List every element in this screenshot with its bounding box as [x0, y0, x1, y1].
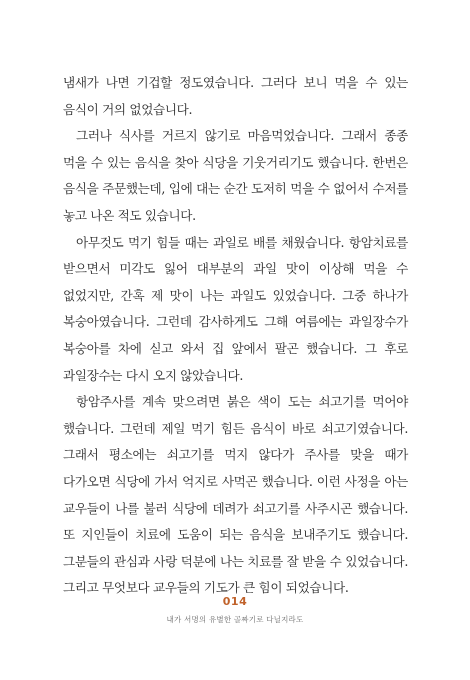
paragraph-1: 냄새가 나면 기겁할 정도였습니다. 그러다 보니 먹을 수 있는 음식이 거의 없었습니다. [63, 75, 408, 117]
book-title: 내가 서명의 유별한 골짜기로 다닐지라도 [166, 615, 304, 624]
paragraph-4: 항암주사를 계속 맞으려면 붉은 색이 도는 쇠고기를 먹어야 했습니다. 그런데 제일 먹기 힘든 음식이 바로 쇠고기였습니다. 그래서 평소에는 쇠고기를 먹지 않다가 주사를 맞을 때가 다가오면 식당에 가서 억지로 사먹곤 했습니다. 이런 사정을 아는 교우들이 나를 불러 식당에 데려가 쇠고기를 사주시곤 했습니다. 또 지인들이 치료에 도움이 되는 음식을 보내주기도 했습니다. 그분들의 관심과 사랑 덕분에 나는 치료를 잘 받을 수 있었습니다. 그리고 무엇보다 교우들의 기도가 큰 힘이 되었습니다. [63, 394, 408, 596]
paragraph-3: 아무것도 먹기 힘들 때는 과일로 배를 채웠습니다. 항암치료를 받으면서 미각도 잃어 대부분의 과일 맛이 이상해 먹을 수 없었지만, 간혹 제 맛이 나는 과일도 있었습니다. 그중 하나가 복숭아였습니다. 그런데 감사하게도 그해 여름에는 과일장수가 복숭아를 차에 싣고 와서 집 앞에서 팔곤 했습니다. 그 후로 과일장수는 다시 오지 않았습니다. [63, 234, 408, 383]
paragraph-2: 그러나 식사를 거르지 않기로 마음먹었습니다. 그래서 종종 먹을 수 있는 음식을 찾아 식당을 기웃거리기도 했습니다. 한번은 음식을 주문했는데, 입에 대는 순간 도저히 먹을 수 없어서 수저를 놓고 나온 적도 있습니다. [63, 128, 408, 223]
body-text [63, 70, 408, 602]
page-number: 014 [222, 595, 248, 608]
